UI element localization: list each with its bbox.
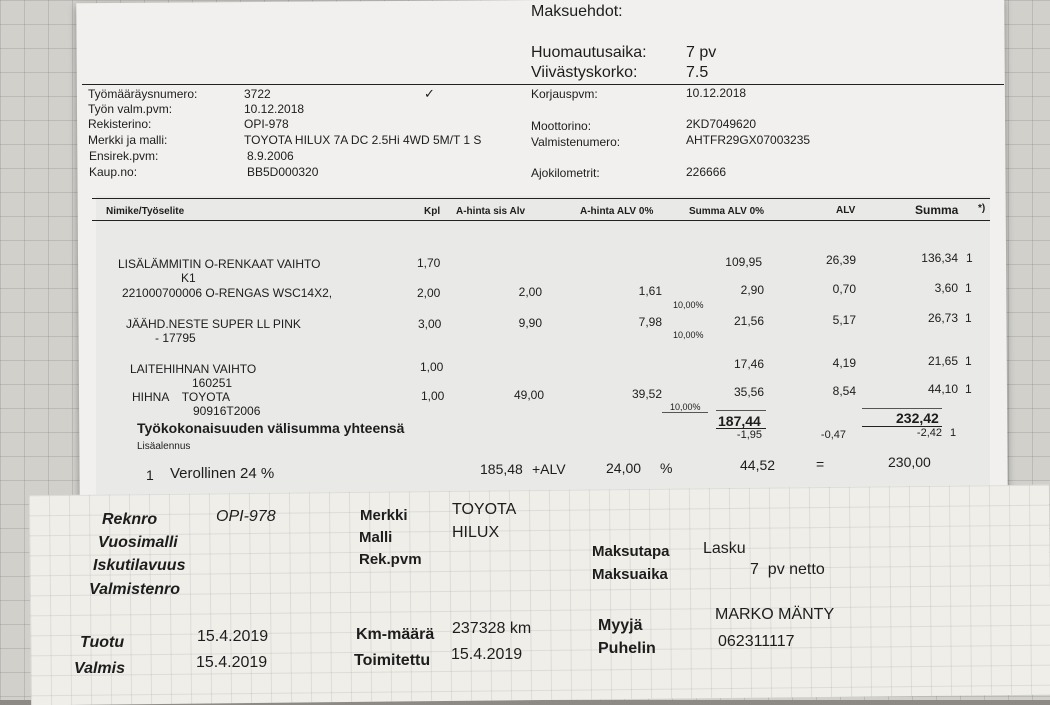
order-number-value: 3722 xyxy=(244,87,271,101)
maksuaika-value: 7 pv netto xyxy=(750,561,825,578)
engine-no-value: 2KD7049620 xyxy=(686,117,757,131)
item-vat: 4,19 xyxy=(832,356,856,370)
header-divider xyxy=(82,84,1004,85)
viivastyskorko-label: Viivästyskorko: xyxy=(531,64,638,81)
discount-sum: -2,42 xyxy=(916,427,942,439)
item-description: 90916T2006 xyxy=(193,404,261,418)
kmmaara-value: 237328 km xyxy=(452,620,532,637)
item-description: 160251 xyxy=(192,376,233,390)
registration-value: OPI-978 xyxy=(244,117,289,131)
item-vat: 8,54 xyxy=(832,384,856,398)
discount-flag: 1 xyxy=(950,427,957,439)
item-vat: 26,39 xyxy=(825,253,856,267)
item-sum-novat: 17,46 xyxy=(733,357,764,371)
item-discount-pct: 10,00% xyxy=(673,330,704,340)
rekpvm-label: Rek.pvm xyxy=(359,551,422,568)
item-description: 221000700006 O-RENGAS WSC14X2, xyxy=(122,286,333,300)
vat-pct-sign: % xyxy=(660,460,673,476)
make-model-value: TOYOTA HILUX 7A DC 2.5Hi 4WD 5M/T 1 S xyxy=(244,133,482,147)
vat-base: 185,48 xyxy=(480,461,523,477)
item-qty: 1,70 xyxy=(417,256,441,270)
item-description: HIHNA TOYOTA xyxy=(132,390,231,404)
col-unit-price-vat-header: A-hinta sis Alv xyxy=(456,206,526,217)
completion-date-value: 10.12.2018 xyxy=(244,102,305,116)
item-flag: 1 xyxy=(965,281,972,295)
vat-plus: +ALV xyxy=(532,461,566,477)
subtotal-label: Työkokonaisuuden välisumma yhteensä xyxy=(137,420,405,436)
subtotal-sum: 232,42 xyxy=(896,410,939,426)
subtotal-summa-rule xyxy=(862,408,942,409)
col-unit-price-novat-header: A-hinta ALV 0% xyxy=(580,206,654,217)
repair-date-value: 10.12.2018 xyxy=(686,86,747,100)
table-header-top-rule xyxy=(92,198,990,199)
invoice-items-area xyxy=(96,196,990,496)
maksutapa-label: Maksutapa xyxy=(592,543,670,560)
item-flag: 1 xyxy=(965,311,972,325)
puhelin-value: 062311117 xyxy=(718,633,795,650)
tuotu-value: 15.4.2019 xyxy=(197,628,269,645)
item-description: JÄÄHD.NESTE SUPER LL PINK xyxy=(126,317,301,331)
col-description-header: Nimike/Työselite xyxy=(106,206,185,217)
first-reg-value: 8.9.2006 xyxy=(247,149,294,163)
valmis-label: Valmis xyxy=(74,660,125,677)
repair-date-label: Korjauspvm: xyxy=(531,87,598,101)
subtotal-sum-novat: 187,44 xyxy=(718,413,761,429)
item-qty: 1,00 xyxy=(420,360,444,374)
merkki-label: Merkki xyxy=(360,507,408,524)
item-discount-pct: 10,00% xyxy=(673,300,704,310)
malli-label: Malli xyxy=(359,529,393,546)
malli-value: HILUX xyxy=(452,524,500,541)
pct-underline xyxy=(662,412,708,413)
toimitettu-value: 15.4.2019 xyxy=(451,646,523,663)
col-qty-header: Kpl xyxy=(424,206,441,217)
col-flag-header: *) xyxy=(978,203,986,214)
item-sum-novat: 21,56 xyxy=(733,314,764,328)
item-sum: 3,60 xyxy=(934,281,958,295)
item-unit-price-vat: 2,00 xyxy=(518,285,542,299)
item-unit-price-novat: 1,61 xyxy=(638,284,662,298)
odometer-label: Ajokilometrit: xyxy=(531,166,600,180)
item-discount-pct: 10,00% xyxy=(670,402,701,412)
pen-check-mark: ✓ xyxy=(424,86,435,101)
col-vat-header: ALV xyxy=(836,205,856,216)
reknro-value: OPI-978 xyxy=(216,508,276,525)
viivastyskorko-value: 7.5 xyxy=(686,64,709,81)
make-model-label: Merkki ja malli: xyxy=(88,133,168,147)
kmmaara-label: Km-määrä xyxy=(356,626,435,643)
vat-count: 1 xyxy=(146,467,154,483)
reknro-label: Reknro xyxy=(102,511,158,528)
vuosimalli-label: Vuosimalli xyxy=(98,534,178,551)
myyja-label: Myyjä xyxy=(598,617,643,634)
item-description: LISÄLÄMMITIN O-RENKAAT VAIHTO xyxy=(118,257,321,271)
table-header-bottom-rule xyxy=(92,220,990,221)
item-sum: 136,34 xyxy=(921,251,958,265)
engine-no-label: Moottorino: xyxy=(531,119,592,133)
item-description: K1 xyxy=(181,271,196,285)
item-sum-novat: 2,90 xyxy=(740,283,764,297)
vat-equals: = xyxy=(816,456,825,472)
vin-value: AHTFR29GX07003235 xyxy=(686,133,811,147)
item-qty: 3,00 xyxy=(418,317,442,331)
item-unit-price-vat: 9,90 xyxy=(518,316,542,330)
vat-amount: 44,52 xyxy=(740,457,776,473)
subtotal-summa0-rule xyxy=(716,410,766,411)
maksutapa-value: Lasku xyxy=(703,540,746,557)
tuotu-label: Tuotu xyxy=(80,634,125,651)
item-qty: 1,00 xyxy=(421,389,445,403)
first-reg-label: Ensirek.pvm: xyxy=(89,149,159,163)
col-sum-header: Summa xyxy=(915,203,959,217)
discount-vat: -0,47 xyxy=(820,429,846,441)
item-sum: 44,10 xyxy=(927,382,958,396)
vin-label: Valmistenumero: xyxy=(531,135,621,149)
vat-rate: 24,00 xyxy=(606,460,642,476)
maksuaika-label: Maksuaika xyxy=(592,566,668,583)
item-vat: 5,17 xyxy=(832,313,856,327)
iskutilavuus-label: Iskutilavuus xyxy=(93,557,186,574)
registration-label: Rekisterino: xyxy=(88,117,152,131)
item-unit-price-novat: 7,98 xyxy=(638,315,662,329)
item-description: - 17795 xyxy=(155,331,196,345)
odometer-value: 226666 xyxy=(686,165,727,179)
item-unit-price-novat: 39,52 xyxy=(631,387,662,401)
myyja-value: MARKO MÄNTY xyxy=(715,606,835,623)
item-flag: 1 xyxy=(966,251,973,265)
vat-total: 230,00 xyxy=(888,454,931,470)
item-sum: 21,65 xyxy=(927,354,958,368)
item-qty: 2,00 xyxy=(417,286,441,300)
huomautusaika-value: 7 pv xyxy=(686,44,717,61)
item-flag: 1 xyxy=(965,382,972,396)
completion-date-label: Työn valm.pvm: xyxy=(88,102,173,116)
item-description: LAITEHIHNAN VAIHTO xyxy=(130,362,257,376)
item-sum-novat: 109,95 xyxy=(725,255,762,269)
discount-label: Lisäalennus xyxy=(137,441,191,452)
dealer-no-label: Kaup.no: xyxy=(89,165,138,179)
item-sum: 26,73 xyxy=(927,311,958,325)
item-flag: 1 xyxy=(965,354,972,368)
merkki-value: TOYOTA xyxy=(452,501,517,518)
item-sum-novat: 35,56 xyxy=(733,385,764,399)
discount-sum-novat: -1,95 xyxy=(736,429,762,441)
receipt-sheet xyxy=(29,485,1050,705)
maksuehdot-label: Maksuehdot: xyxy=(531,3,623,20)
puhelin-label: Puhelin xyxy=(598,640,656,657)
huomautusaika-label: Huomautusaika: xyxy=(531,44,647,61)
dealer-no-value: BB5D000320 xyxy=(247,165,319,179)
toimitettu-label: Toimitettu xyxy=(354,652,431,669)
order-number-label: Työmääräysnumero: xyxy=(88,87,198,101)
item-vat: 0,70 xyxy=(832,282,856,296)
valmis-value: 15.4.2019 xyxy=(196,654,268,671)
item-unit-price-vat: 49,00 xyxy=(513,388,544,402)
vat-label: Verollinen 24 % xyxy=(170,465,275,482)
col-sum-novat-header: Summa ALV 0% xyxy=(689,206,765,217)
valmistenro-label: Valmistenro xyxy=(89,581,180,598)
